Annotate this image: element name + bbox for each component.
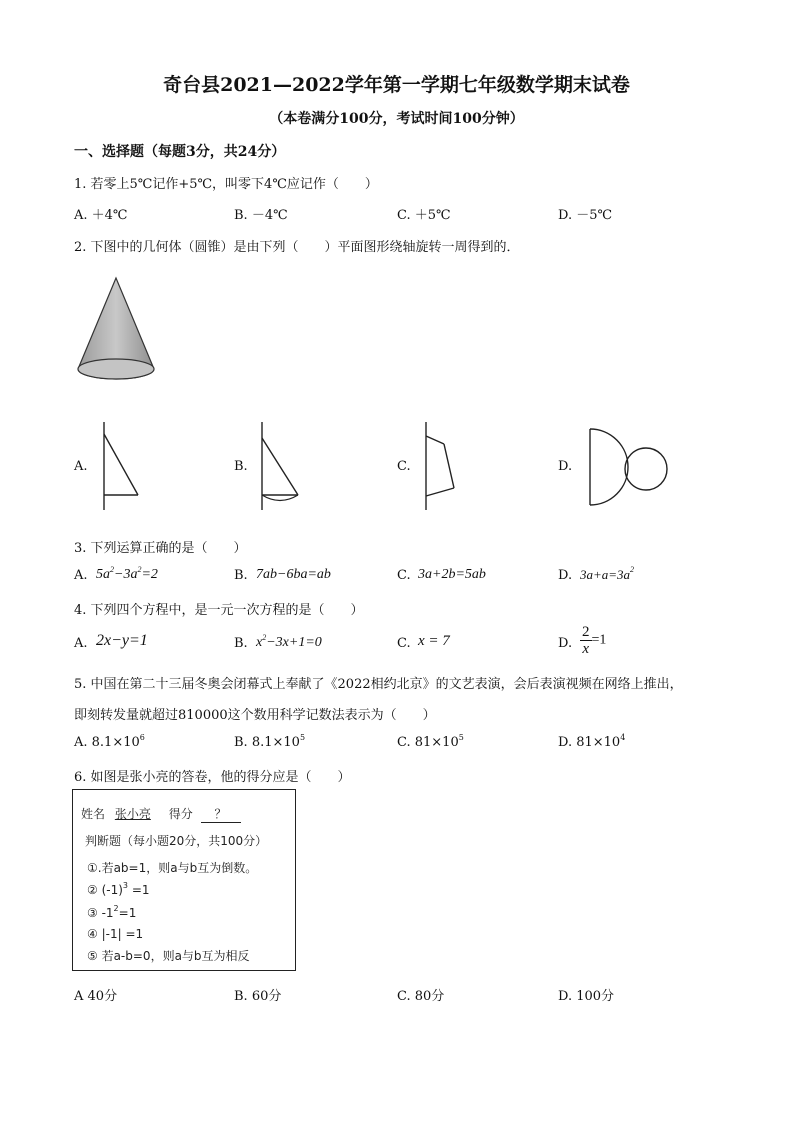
cone-figure — [70, 272, 165, 387]
question-6-stem: 6. 如图是张小亮的答卷，他的得分应是（ ） — [74, 770, 351, 785]
q6-option-d: D. 100分 — [558, 989, 615, 1004]
q4-option-c-equation: x = 7 — [418, 633, 450, 649]
q3-label-b: B. — [234, 568, 248, 583]
question-4-stem: 4. 下列四个方程中，是一元一次方程的是（ ） — [74, 603, 364, 618]
q4-option-b-equation: $x^2-3x+1=0$ — [256, 633, 322, 650]
question-2-stem: 2. 下图中的几何体（圆锥）是由下列（ ）平面图形绕轴旋转一周得到的． — [74, 240, 520, 255]
q1-option-c: C. ＋5℃ — [397, 208, 451, 223]
card-item-4: ④ |-1| =1 — [87, 927, 144, 941]
q4-label-b: B. — [234, 636, 248, 651]
card-name-row: 姓名 张小亮 得分 ？ — [81, 805, 241, 823]
question-5-stem-line2: 即刻转发量就超过810000这个数用科学记数法表示为（ ） — [74, 708, 436, 723]
q1-option-d: D. －5℃ — [558, 208, 613, 223]
card-item-1: ①.若ab=1，则a与b互为倒数。 — [87, 861, 258, 875]
section-heading: 一、选择题（每题3分，共24分） — [74, 144, 286, 160]
q4-option-d-equation: $\frac{2}{x}$ =1 — [582, 624, 607, 657]
question-5-stem-line1: 5. 中国在第二十三届冬奥会闭幕式上奉献了《2022相约北京》的文艺表演，会后表演视频在网络上推出， — [74, 677, 683, 692]
option-b-triangle-arc-figure — [250, 420, 310, 512]
q6-option-a: A 40分 — [74, 989, 118, 1004]
question-1-stem: 1. 若零上5℃记作+5℃，叫零下4℃应记作（ ） — [74, 177, 378, 192]
q2-option-d: D. — [558, 459, 573, 474]
q5-option-b: B. $8.1\times 10^5$ — [234, 733, 306, 750]
q3-label-d: D. — [558, 568, 573, 583]
card-item-5: ⑤ 若a-b=0，则a与b互为相反 — [87, 949, 250, 963]
q3-option-a-expression: $5a^2-3a^2=2$ — [96, 565, 158, 582]
q2-option-c: C. — [397, 459, 411, 474]
option-d-semicircle-circle-figure — [584, 425, 674, 509]
exam-subtitle: （本卷满分100分，考试时间100分钟） — [269, 111, 524, 127]
exam-title: 奇台县2021—2022学年第一学期七年级数学期末试卷 — [163, 74, 630, 96]
q4-option-a-equation: 2x−y=1 — [96, 632, 148, 649]
answer-sheet-card — [72, 789, 296, 971]
card-item-2: ② $(-1)^3 =1$ — [87, 881, 150, 897]
q6-option-c: C. 80分 — [397, 989, 445, 1004]
q3-option-b-expression: 7ab−6ba=ab — [256, 567, 331, 582]
q5-option-d: D. $81\times 10^4$ — [558, 733, 626, 750]
q4-label-a: A. — [74, 636, 88, 651]
q3-label-a: A. — [74, 568, 88, 583]
card-heading: 判断题（每小题20分，共100分） — [85, 834, 268, 848]
question-3-stem: 3. 下列运算正确的是（ ） — [74, 541, 247, 556]
q3-option-c-expression: 3a+2b=5ab — [418, 567, 486, 582]
q2-option-b: B. — [234, 459, 248, 474]
option-a-triangle-figure — [90, 420, 150, 512]
q5-option-a: A. $8.1\times 10^6$ — [74, 733, 145, 750]
q5-option-c: C. $81\times 10^5$ — [397, 733, 464, 750]
option-c-trapezoid-figure — [416, 420, 466, 512]
q6-option-b: B. 60分 — [234, 989, 282, 1004]
card-item-3: ③ $-1^2=1$ — [87, 904, 137, 920]
q1-option-a: A. ＋4℃ — [74, 208, 128, 223]
q1-option-b: B. －4℃ — [234, 208, 288, 223]
q3-option-d-expression: $3a+a=3a^2$ — [580, 565, 635, 582]
q3-label-c: C. — [397, 568, 411, 583]
q2-option-a: A. — [74, 459, 88, 474]
q4-label-c: C. — [397, 636, 411, 651]
q4-label-d: D. — [558, 636, 573, 651]
